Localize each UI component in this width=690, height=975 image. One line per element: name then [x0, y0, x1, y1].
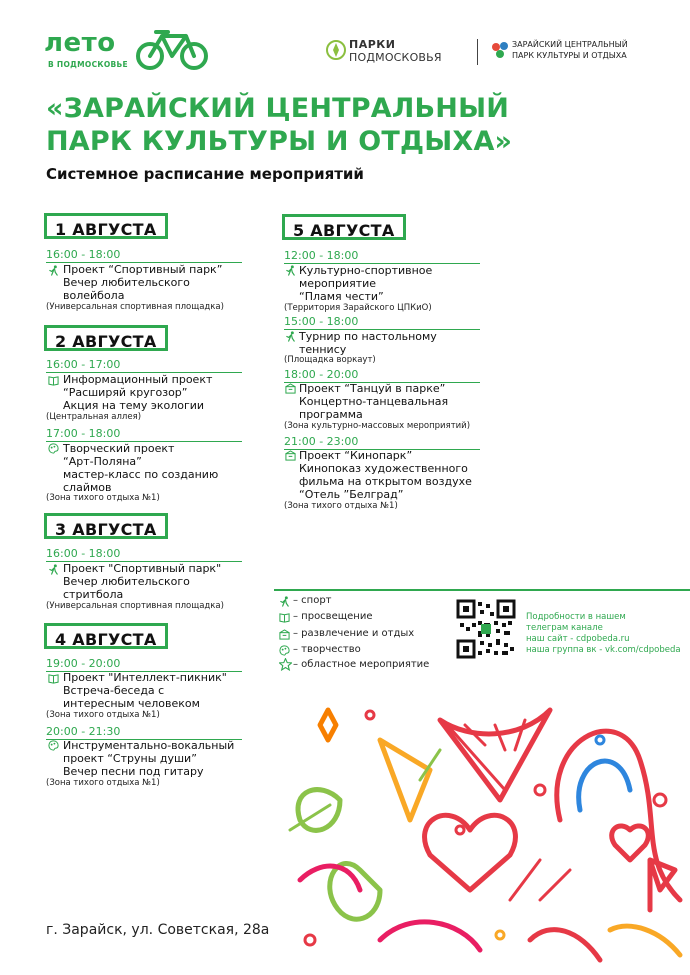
decorative-summer-illustration	[280, 680, 690, 975]
info-line: Подробности в нашем	[526, 612, 626, 622]
event-line: фильма на открытом воздухе	[299, 475, 472, 488]
event-line: стритбола	[63, 588, 124, 601]
event-time: 17:00 - 18:00	[46, 427, 121, 440]
event-time: 16:00 - 18:00	[46, 547, 121, 560]
title-line-2: ПАРК КУЛЬТУРЫ И ОТДЫХА»	[46, 126, 513, 157]
event-line: проект “Струны души”	[63, 752, 197, 765]
event-line: Вечер песни под гитару	[63, 765, 204, 778]
parki-logo-icon	[326, 38, 346, 62]
event-line: Кинопоказ художественного	[299, 462, 468, 475]
event-location: (Универсальная спортивная площадка)	[46, 601, 224, 611]
event-time: 19:00 - 20:00	[46, 657, 121, 670]
education-book-icon	[48, 375, 59, 386]
event-line: слаймов	[63, 481, 112, 494]
header-divider	[477, 39, 478, 65]
parki-logo-line1: ПАРКИ	[349, 38, 396, 51]
event-time: 21:00 - 23:00	[284, 435, 359, 448]
title-line-1: «ЗАРАЙСКИЙ ЦЕНТРАЛЬНЫЙ	[46, 93, 510, 124]
event-description	[63, 263, 222, 302]
sport-icon	[285, 331, 296, 342]
event-line: Творческий проект	[63, 442, 175, 455]
sport-icon	[48, 265, 59, 276]
event-description	[63, 671, 227, 710]
legend-education: – просвещение	[293, 611, 373, 622]
sport-icon	[285, 265, 296, 276]
event-time: 18:00 - 20:00	[284, 368, 359, 381]
address: г. Зарайск, ул. Советская, 28а	[46, 922, 270, 938]
event-line: Проект "Спортивный парк"	[63, 562, 222, 575]
event-line: Инструментально-вокальный	[63, 739, 235, 752]
bicycle-icon	[136, 28, 210, 72]
creativity-palette-icon	[279, 645, 290, 656]
event-line: мероприятие	[299, 277, 377, 290]
contact-info	[526, 612, 681, 656]
leto-logo-text: лето	[44, 28, 116, 58]
event-line: Информационный проект	[63, 373, 213, 386]
legend-divider	[274, 589, 690, 591]
event-location: (Центральная аллея)	[46, 412, 142, 422]
zpk-logo-line2: ПАРК КУЛЬТУРЫ И ОТДЫХА	[512, 51, 627, 60]
event-line: Акция на тему экологии	[63, 399, 205, 412]
event-location: (Площадка воркаут)	[284, 355, 376, 365]
event-description	[63, 739, 234, 778]
event-line: Концертно-танцевальная	[299, 395, 449, 408]
legend-entertainment: – развлечение и отдых	[293, 628, 415, 639]
parki-logo-line2: ПОДМОСКОВЬЯ	[349, 51, 442, 64]
event-location: (Зона тихого отдыха №1)	[46, 710, 160, 720]
leto-logo-subtitle: В ПОДМОСКОВЬЕ	[48, 60, 128, 69]
event-description	[63, 442, 218, 494]
event-location: (Зона тихого отдыха №1)	[46, 493, 160, 503]
day-heading-5: 5 АВГУСТА	[282, 214, 406, 240]
event-time: 20:00 - 21:30	[46, 725, 121, 738]
sport-icon	[48, 564, 59, 575]
info-website-link[interactable]: наш сайт - cdpobeda.ru	[526, 634, 630, 644]
entertainment-icon	[279, 629, 290, 640]
event-time: 15:00 - 18:00	[284, 315, 359, 328]
event-line: Проект “Кинопарк”	[299, 449, 413, 462]
education-book-icon	[48, 673, 59, 684]
event-line: теннису	[299, 343, 347, 356]
event-line: интересным человеком	[63, 697, 200, 710]
event-description	[299, 330, 437, 356]
zpk-logo-line1: ЗАРАЙСКИЙ ЦЕНТРАЛЬНЫЙ	[512, 40, 628, 49]
event-line: Проект "Интеллект-пикник"	[63, 671, 227, 684]
day-heading-2: 2 АВГУСТА	[44, 325, 168, 351]
event-line: мастер-класс по созданию	[63, 468, 219, 481]
creativity-palette-icon	[48, 740, 59, 751]
legend-sport: – спорт	[293, 595, 332, 606]
creativity-palette-icon	[48, 443, 59, 454]
event-line: волейбола	[63, 289, 125, 302]
sport-icon	[279, 596, 290, 607]
event-line: Вечер любительского	[63, 575, 190, 588]
event-line: Вечер любительского	[63, 276, 190, 289]
event-line: Проект “Спортивный парк”	[63, 263, 223, 276]
page-title	[46, 92, 512, 158]
event-location: (Территория Зарайского ЦПКиО)	[284, 303, 432, 313]
entertainment-icon	[285, 450, 296, 461]
entertainment-icon	[285, 383, 296, 394]
event-description	[63, 373, 212, 412]
zpk-logo-icon	[490, 40, 510, 60]
event-line: “Арт-Поляна”	[63, 455, 142, 468]
legend-regional: – областное мероприятие	[293, 659, 430, 670]
event-description	[63, 562, 221, 601]
event-line: “Расширяй кругозор”	[63, 386, 188, 399]
event-location: (Универсальная спортивная площадка)	[46, 302, 224, 312]
event-time: 12:00 - 18:00	[284, 249, 359, 262]
day-heading-1: 1 АВГУСТА	[44, 213, 168, 239]
star-icon	[279, 658, 292, 671]
event-line: Культурно-спортивное	[299, 264, 433, 277]
event-line: Встреча-беседа с	[63, 684, 165, 697]
page-subtitle: Системное расписание мероприятий	[46, 165, 364, 183]
info-line: телеграм канале	[526, 623, 603, 633]
event-location: (Зона тихого отдыха №1)	[46, 778, 160, 788]
event-line: “Пламя чести”	[299, 290, 384, 303]
event-line: программа	[299, 408, 363, 421]
event-line: Турнир по настольному	[299, 330, 437, 343]
legend-creativity: – творчество	[293, 644, 361, 655]
event-description	[299, 382, 448, 421]
event-location: (Зона тихого отдыха №1)	[284, 501, 398, 511]
event-time: 16:00 - 18:00	[46, 248, 121, 261]
day-heading-3: 3 АВГУСТА	[44, 513, 168, 539]
qr-code-icon[interactable]	[456, 599, 516, 659]
info-vk-link[interactable]: наша группа вк - vk.com/cdpobeda	[526, 645, 681, 655]
event-location: (Зона культурно-массовых мероприятий)	[284, 421, 471, 431]
event-description	[299, 449, 472, 501]
education-book-icon	[279, 612, 290, 623]
event-line: “Отель ”Белград”	[299, 488, 404, 501]
event-time: 16:00 - 17:00	[46, 358, 121, 371]
event-description	[299, 264, 432, 303]
day-heading-4: 4 АВГУСТА	[44, 623, 168, 649]
event-line: Проект “Танцуй в парке”	[299, 382, 446, 395]
